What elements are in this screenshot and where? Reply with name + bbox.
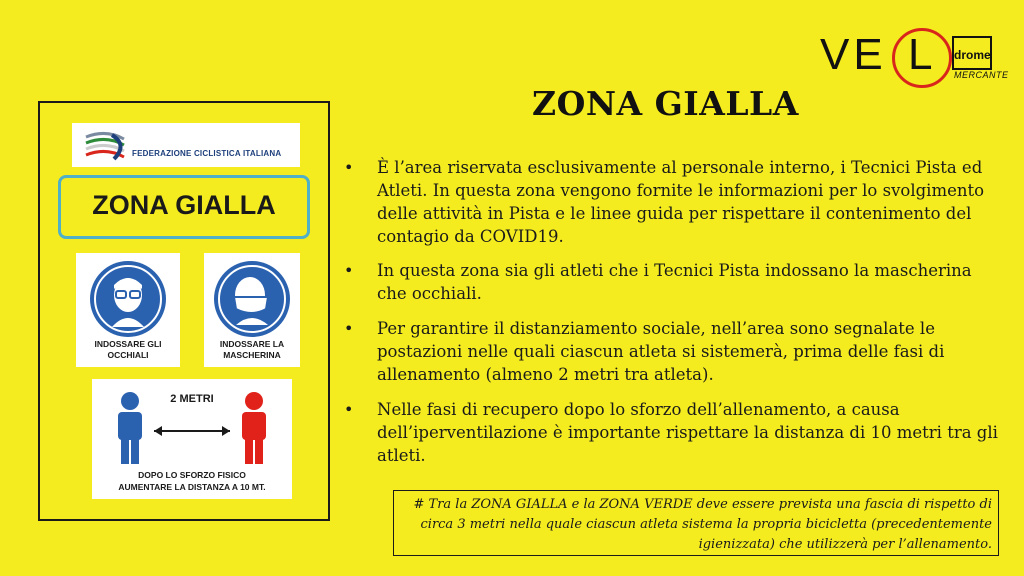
distance-label: 2 METRI xyxy=(170,393,214,405)
info-bullet-list xyxy=(340,156,1000,479)
federation-logo-icon xyxy=(84,131,128,161)
logo-text-l: L xyxy=(908,30,933,79)
bullet-item xyxy=(340,156,1000,248)
zone-label: ZONA GIALLA xyxy=(92,190,276,220)
bullet-item xyxy=(340,398,1000,467)
logo-text-drome: drome xyxy=(954,48,991,62)
distance-sign xyxy=(92,379,292,499)
velodrome-logo xyxy=(814,26,1014,86)
distance-caption xyxy=(92,469,292,493)
bullet-icon: • xyxy=(344,319,354,338)
mask-caption: INDOSSARE LA MASCHERINA xyxy=(219,339,285,360)
bullet-item xyxy=(340,259,1000,305)
bullet-icon: • xyxy=(344,261,354,280)
glasses-sign xyxy=(76,253,180,367)
bullet-icon: • xyxy=(344,400,354,419)
federation-name: FEDERAZIONE CICLISTICA ITALIANA xyxy=(132,149,282,158)
glasses-icon xyxy=(88,259,168,339)
page-title: ZONA GIALLA xyxy=(532,84,799,123)
logo-text-ve: VE xyxy=(820,30,887,79)
zone-label-box xyxy=(58,175,310,239)
mask-icon xyxy=(212,259,292,339)
distance-caption-line2: AUMENTARE LA DISTANZA A 10 MT. xyxy=(118,482,266,492)
bullet-text: È l’area riservata esclusivamente al personale interno, i Tecnici Pista ed Atleti. In questa zona vengono fornite le informazioni per lo svolgimento delle attività in Pista e le linee guida per rispettare il contenimento del contagio da COVID19. xyxy=(377,158,985,246)
glasses-caption: INDOSSARE GLI OCCHIALI xyxy=(94,339,162,360)
distance-caption-line1: DOPO LO SFORZO FISICO xyxy=(138,470,246,480)
bullet-text: Nelle fasi di recupero dopo lo sforzo dell’allenamento, a causa dell’iperventilazione è importante rispettare la distanza di 10 metri tra gli atleti. xyxy=(377,400,998,465)
zone-poster xyxy=(38,101,330,521)
bullet-text: In questa zona sia gli atleti che i Tecnici Pista indossano la mascherina che occhiali. xyxy=(377,261,972,303)
note-box: # Tra la ZONA GIALLA e la ZONA VERDE deve essere prevista una fascia di rispetto di circa 3 metri nella quale ciascun atleta sistema la propria bicicletta (precedentemente igienizzata) che utilizzerà per l’allenamento. xyxy=(393,490,999,556)
bullet-text: Per garantire il distanziamento sociale, nell’area sono segnalate le postazioni nelle quali ciascun atleta si sistemerà, prima delle fasi di allenamento (almeno 2 metri tra atleta). xyxy=(377,319,945,384)
bullet-item xyxy=(340,317,1000,386)
federation-banner xyxy=(72,123,300,167)
logo-text-mercante: MERCANTE xyxy=(954,70,1009,80)
mask-sign xyxy=(204,253,300,367)
bullet-icon: • xyxy=(344,158,354,177)
